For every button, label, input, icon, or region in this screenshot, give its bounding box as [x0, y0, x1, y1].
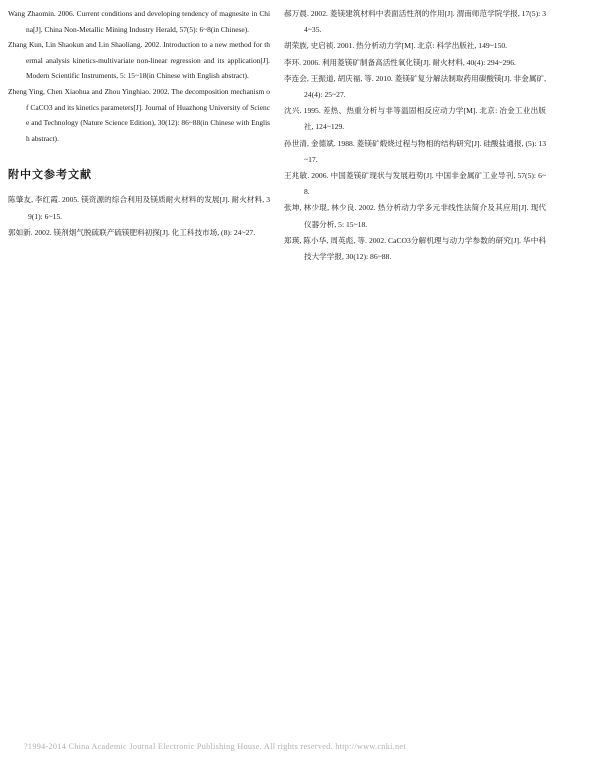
reference-entry: Zhang Kun, Lin Shaokun and Lin Shaoliang. 2002. Introduction to a new method for thermal analysis kinetics-multivariate non-linear regression and its application[J]. Modern Scientific Instruments, 5: 15~18(in Chinese with English abstract).: [8, 40, 270, 81]
reference-entry: 王兆敏. 2006. 中国菱镁矿现状与发展趋势[J]. 中国非金属矿工业导刊, 57(5): 6~8.: [284, 171, 546, 197]
reference-entry: 李连会, 王振道, 胡庆福, 等. 2010. 菱镁矿复分解法制取药用碳酸镁[J]. 非金属矿, 24(4): 25~27.: [284, 73, 546, 100]
reference-entry: Wang Zhaomin. 2006. Current conditions and developing tendency of magnesite in China[J]. China Non-Metallic Mining Industry Herald, 57(5): 6~8(in Chinese).: [8, 9, 270, 34]
reference-entry: 孙世清, 金德斌. 1988. 菱镁矿煅烧过程与物相的结构研究[J]. 硅酸盐通报, (5): 13~17.: [284, 138, 546, 164]
copyright-footer: ?1994-2014 China Academic Journal Electronic Publishing House. All rights reserved. http://www.cnki.net: [24, 742, 406, 751]
reference-entry: 陈肇友, 李红霞. 2005. 镁资源的综合利用及镁质耐火材料的发展[J]. 耐火材料, 39(1): 6~15.: [8, 195, 270, 221]
section-heading: 附中文参考文献: [8, 169, 92, 182]
reference-entry: 郑瑛, 陈小华, 周英彪, 等. 2002. CaCO3分解机理与动力学参数的研究[J]. 华中科技大学学报, 30(12): 86~88.: [284, 235, 546, 262]
reference-entry: 李环. 2006. 利用菱镁矿制备高活性氧化镁[J]. 耐火材料, 40(4): 294~296.: [284, 57, 516, 67]
reference-entry: 胡荣族, 史启祯. 2001. 热分析动力学[M]. 北京: 科学出版社, 149~150.: [284, 41, 508, 51]
english-reference-list: [8, 6, 270, 146]
reference-entry: 郭如新. 2002. 镁剂烟气脱硫联产硫镁肥料初探[J]. 化工科技市场, (8): 24~27.: [8, 227, 256, 237]
chinese-reference-list-right: [284, 6, 546, 265]
reference-entry: 沈兴. 1995. 差热、热重分析与非等温固相反应动力学[M]. 北京: 冶金工业出版社, 124~129.: [284, 106, 546, 132]
reference-entry: 郝万晨. 2002. 菱镁建筑材料中表面活性剂的作用[J]. 渭南师范学院学报, 17(5): 34~35.: [284, 9, 546, 35]
reference-entry: Zheng Ying, Chen Xiaohua and Zhou Yinghiao. 2002. The decomposition mechanism of CaCO3 and its kinetics parameters[J]. Journal of Huazhong University of Science and Technology (Nature Science Edition), 30(12): 86~88(in Chinese with English abstract).: [8, 86, 270, 143]
right-column: [284, 6, 546, 265]
left-column: [8, 6, 270, 241]
chinese-reference-list-left: [8, 192, 270, 241]
reference-entry: 张坤, 林少琨, 林少良. 2002. 热分析动力学多元非线性法简介及其应用[J]. 现代仪器分析, 5: 15~18.: [284, 203, 546, 229]
